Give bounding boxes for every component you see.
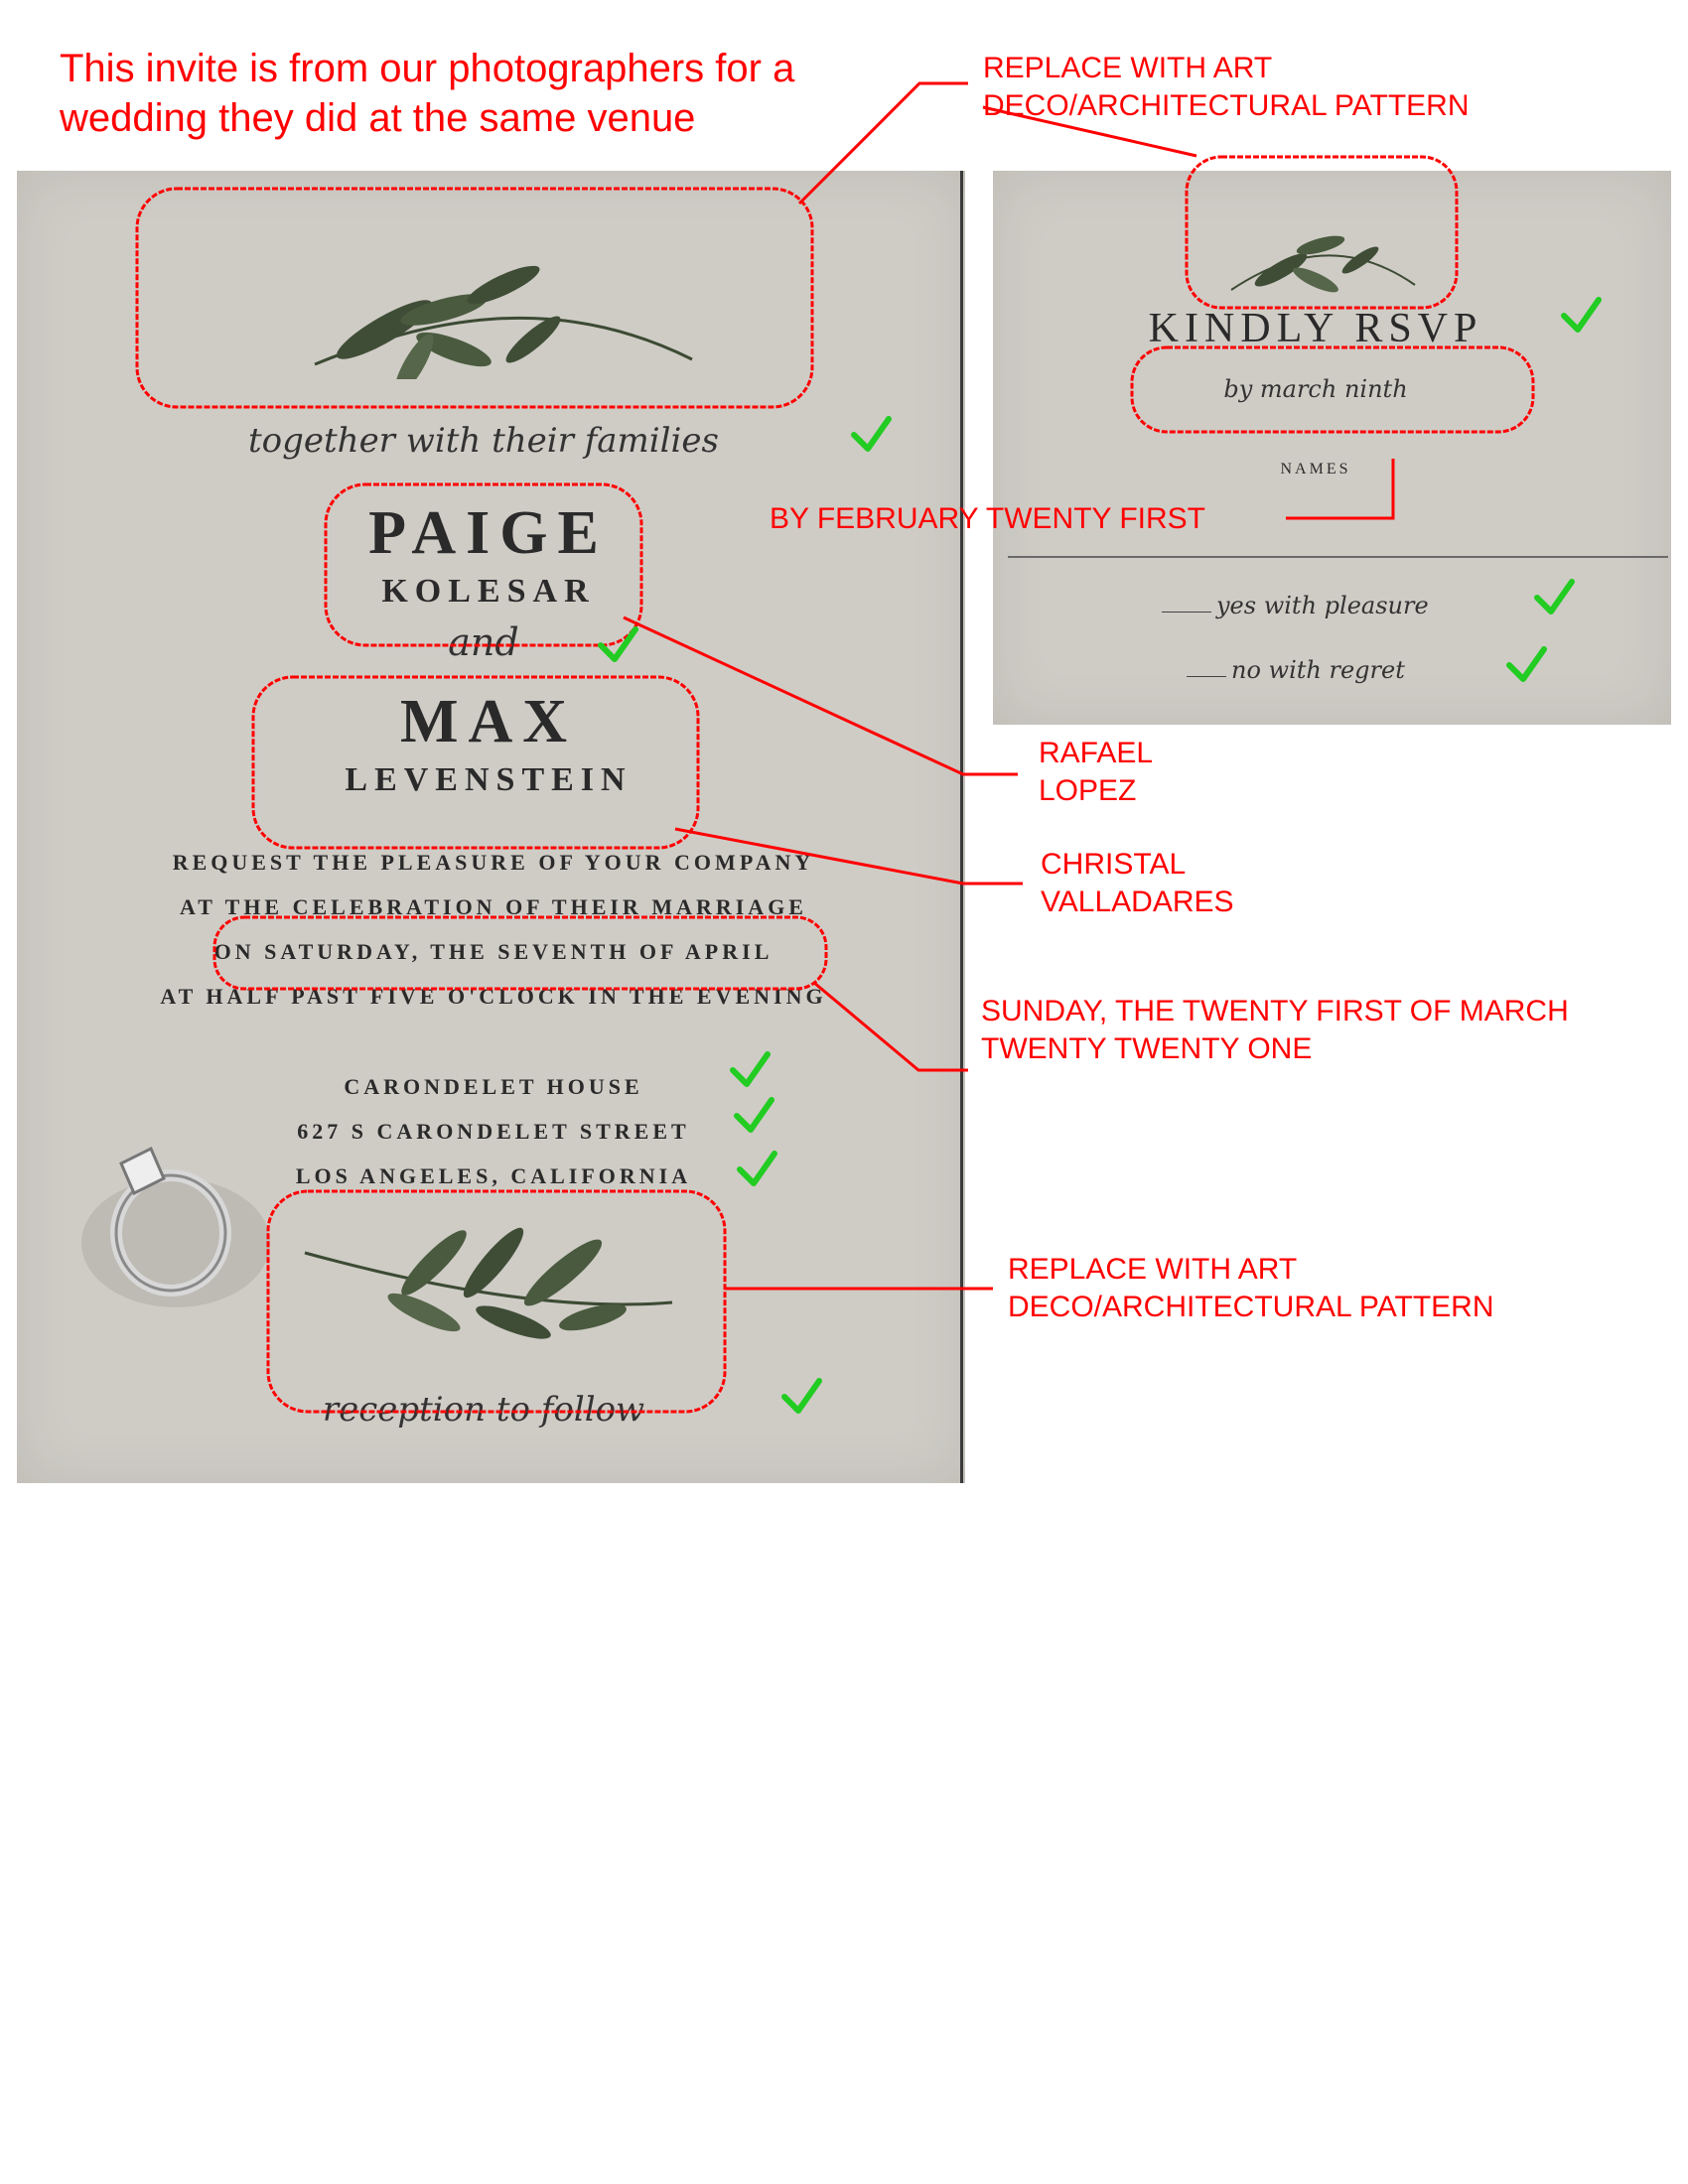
- groom-last-name: LEVENSTEIN: [345, 761, 633, 798]
- rsvp-card: [993, 171, 1671, 725]
- header-note-line-2: wedding they did at the same venue: [60, 96, 696, 140]
- yes-label: yes with pleasure: [1216, 592, 1429, 619]
- note-line: REPLACE WITH ART: [983, 52, 1273, 84]
- request-line: REQUEST THE PLEASURE OF YOUR COMPANY: [172, 850, 815, 875]
- request-line: AT HALF PAST FIVE O'CLOCK IN THE EVENING: [160, 984, 827, 1009]
- note-groom-replace: [1041, 846, 1234, 921]
- note-line: DECO/ARCHITECTURAL PATTERN: [1008, 1291, 1494, 1323]
- names-label: NAMES: [1280, 461, 1351, 478]
- names-line: [1008, 556, 1668, 558]
- together-line: together with their families: [247, 421, 719, 461]
- header-note: [60, 44, 794, 143]
- yes-blank-line: [1162, 612, 1211, 613]
- leaf-branch-top-icon: [305, 250, 702, 379]
- rsvp-deadline: by march ninth: [1223, 375, 1408, 403]
- no-blank-line: [1187, 676, 1226, 677]
- venue-line: 627 S CARONDELET STREET: [297, 1119, 690, 1144]
- leaf-branch-bottom-icon: [295, 1223, 692, 1362]
- request-block: [116, 850, 871, 1028]
- note-bride-replace: [1039, 735, 1153, 810]
- note-line: SUNDAY, THE TWENTY FIRST OF MARCH: [981, 995, 1569, 1027]
- bride-last-name: KOLESAR: [381, 573, 596, 610]
- note-line: DECO/ARCHITECTURAL PATTERN: [983, 89, 1470, 122]
- venue-line: CARONDELET HOUSE: [344, 1074, 643, 1099]
- groom-first-name: MAX: [399, 688, 578, 755]
- venue-block: [245, 1074, 742, 1213]
- note-rsvp-date: BY FEBRUARY TWENTY FIRST: [770, 502, 1205, 535]
- note-line: LOPEZ: [1039, 774, 1137, 807]
- venue-line: LOS ANGELES, CALIFORNIA: [295, 1163, 692, 1188]
- note-line: VALLADARES: [1041, 886, 1234, 918]
- reception-line: reception to follow: [322, 1390, 645, 1430]
- note-line: CHRISTAL: [1041, 848, 1187, 881]
- note-line: RAFAEL: [1039, 737, 1154, 769]
- note-line: REPLACE WITH ART: [1008, 1253, 1298, 1286]
- card-edge: [960, 171, 963, 1483]
- note-art-deco-bottom: [1008, 1251, 1493, 1326]
- note-date-replace: [981, 993, 1569, 1068]
- rsvp-title: KINDLY RSVP: [1148, 306, 1483, 351]
- request-line: AT THE CELEBRATION OF THEIR MARRIAGE: [180, 894, 807, 919]
- and-line: and: [448, 620, 519, 664]
- no-label: no with regret: [1231, 656, 1405, 684]
- ring-icon: [76, 1124, 275, 1312]
- request-line: ON SATURDAY, THE SEVENTH OF APRIL: [213, 939, 774, 964]
- invite-card: [17, 171, 965, 1483]
- note-line: TWENTY TWENTY ONE: [981, 1032, 1313, 1065]
- header-note-line-1: This invite is from our photographers for a: [60, 47, 795, 90]
- note-art-deco-top: [983, 50, 1469, 125]
- bride-first-name: PAIGE: [368, 499, 609, 567]
- leaf-branch-rsvp-icon: [1221, 201, 1420, 310]
